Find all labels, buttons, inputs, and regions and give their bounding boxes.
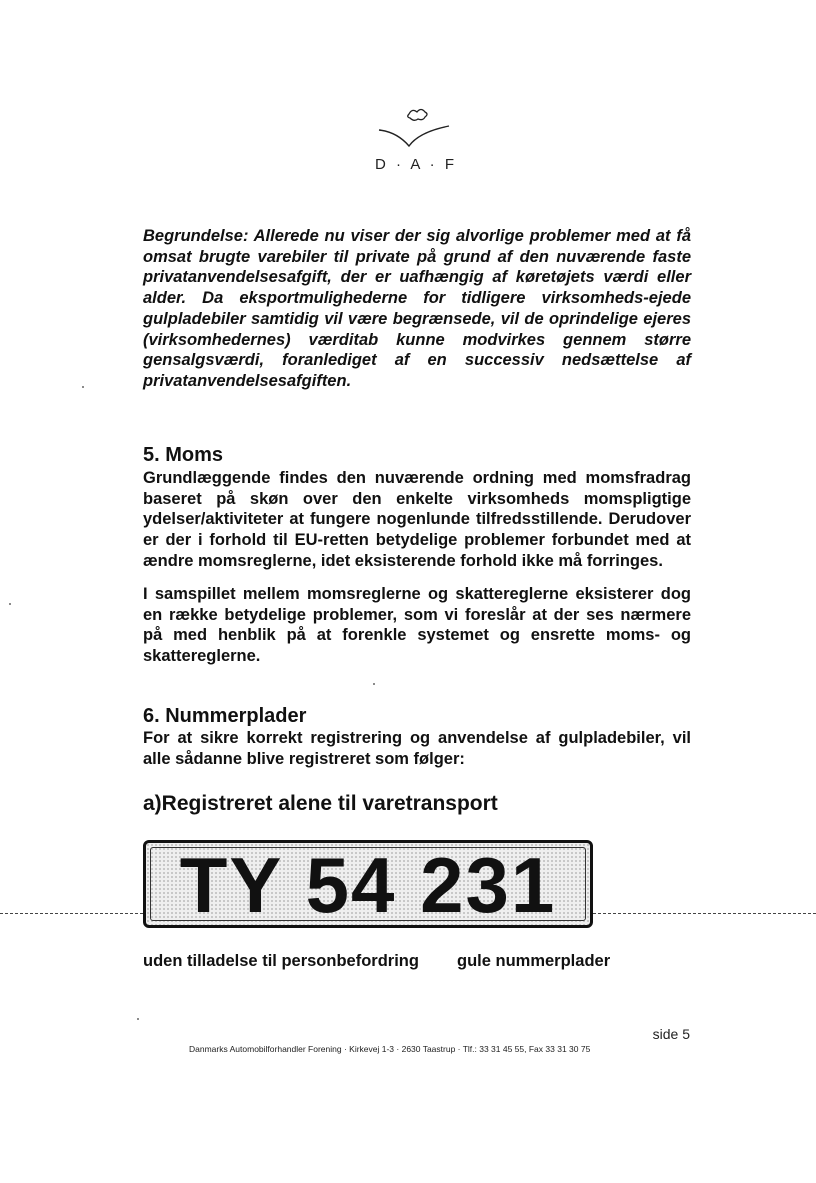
section-5-paragraph-1: Grundlæggende findes den nuværende ordning med momsfradrag baseret på skøn over den enkelte virksomheds momspligtige ydelser/aktiviteter at fungere nogenlunde tilfredsstillende. Derudover er der i forhold til EU-retten betydelige problemer forbundet med at ændre momsreglerne, idet eksisterende forhold ikke må forringes. — [143, 469, 691, 570]
scan-speck — [82, 386, 84, 388]
scan-speck — [137, 1018, 139, 1020]
divider-left — [0, 913, 143, 915]
logo-text: D · A · F — [374, 156, 457, 173]
plate-number: TY 54 231 — [179, 841, 557, 929]
divider-right — [593, 913, 816, 915]
caption-yellow-plates: gule nummerplader — [457, 952, 611, 970]
caption-no-passenger: uden tilladelse til personbefordring — [143, 952, 419, 970]
scan-speck — [373, 683, 375, 685]
section-5-heading: 5. Moms — [143, 444, 224, 466]
section-6-heading: 6. Nummerplader — [143, 705, 307, 727]
section-6-paragraph: For at sikre korrekt registrering og anvendelse af gulpladebiler, vil alle sådanne blive registreret som følger: — [143, 729, 691, 768]
scan-speck — [9, 603, 11, 605]
page-number: side 5 — [652, 1026, 690, 1042]
daf-bird-logo-icon — [371, 100, 461, 150]
section-5-paragraph-2: I samspillet mellem momsreglerne og skattereglerne eksisterer dog en række betydelige problemer, som vi foreslår at der ses nærmere på med henblik på at forenkle systemet og ensrette moms- og skattereglerne. — [143, 585, 691, 666]
subsection-a-heading: a)Registreret alene til varetransport — [143, 792, 498, 815]
footer-address: Danmarks Automobilforhandler Forening · Kirkevej 1-3 · 2630 Taastrup · Tlf.: 33 31 45 55, Fax 33 31 30 75 — [189, 1044, 591, 1054]
justification-text: Begrundelse: Allerede nu viser der sig alvorlige problemer med at få omsat brugte varebiler til private på grund af den nuværende faste privatanvendelsesafgift, der er uafhængig af køretøjets værdi eller alder. Da eksportmulighederne for tidligere virksomheds-ejede gulpladebiler samtidig vil være begrænsede, vil de oprindelige ejeres (virksomhedernes) værditab kunne modvirkes gennem større gensalgsværdi, foranlediget af en successiv nedsættelse af privatanvendelsesafgiften. — [143, 227, 691, 390]
license-plate-image — [143, 840, 593, 928]
plate-captions — [143, 952, 611, 971]
daf-logo — [366, 100, 466, 173]
justification-paragraph — [143, 226, 691, 392]
